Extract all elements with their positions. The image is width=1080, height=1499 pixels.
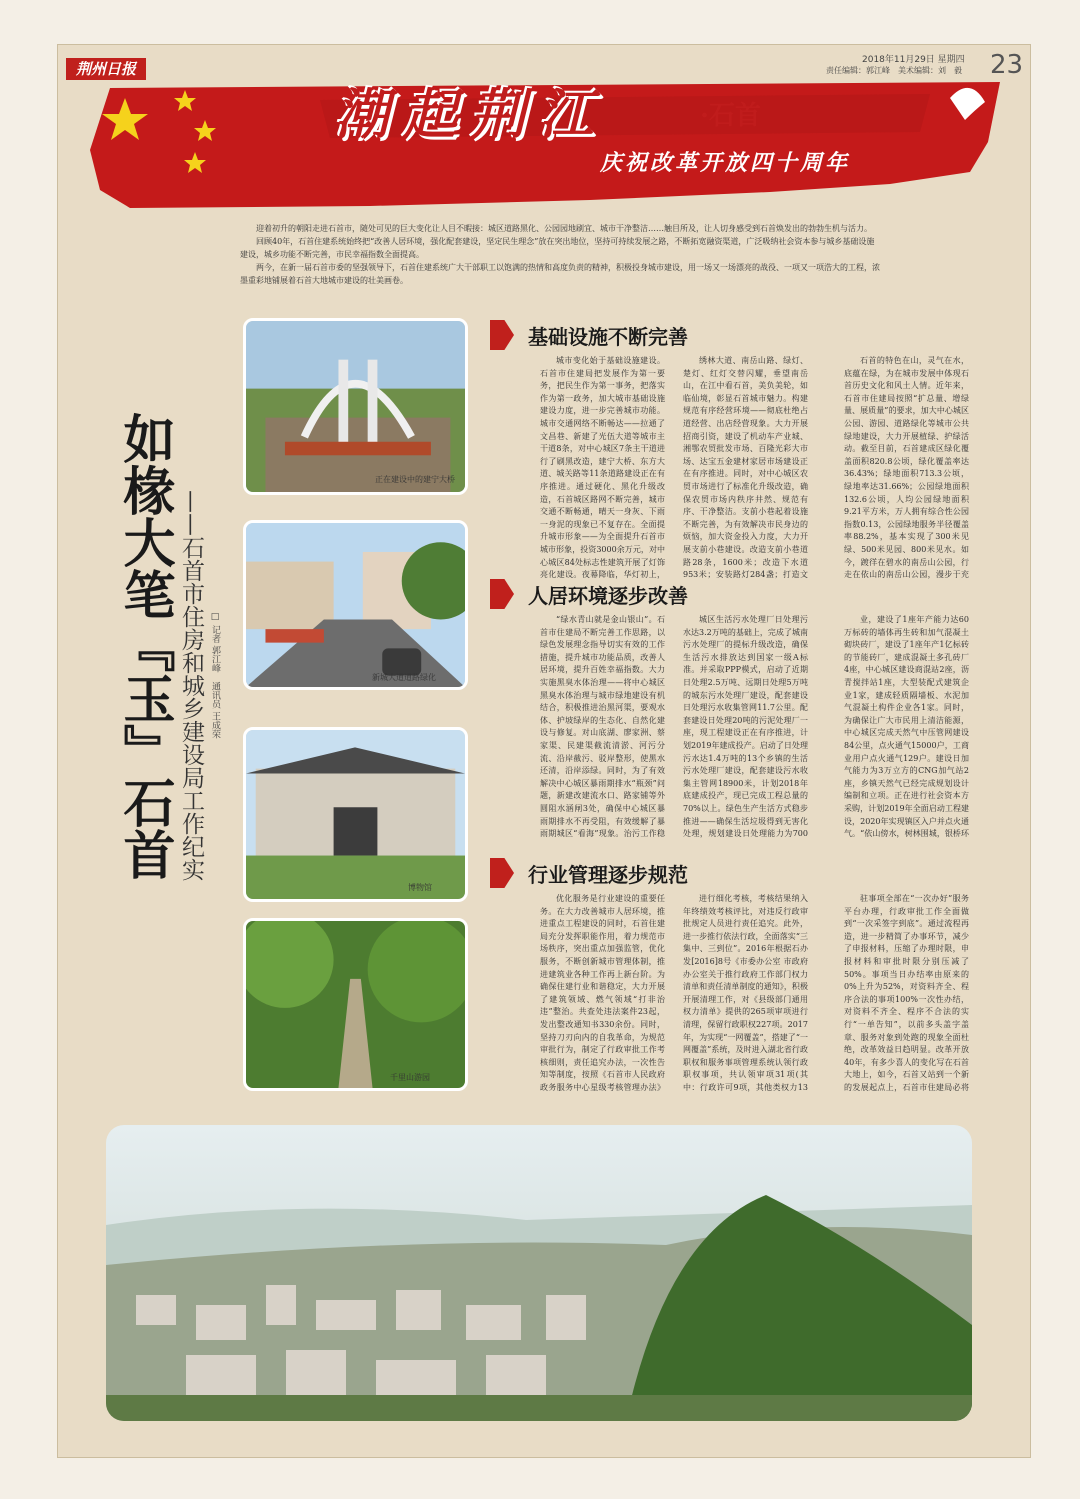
photo-caption: 正在建设中的建宁大桥 [375,475,455,484]
photo-caption: 博物馆 [408,883,432,892]
article-byline: □ 记者 郭江峰 通讯员 王成荣 [210,612,220,739]
column-text: 优化服务是行业建设的重要任务。在大力改善城市人居环境，推进重点工程建设的同时，石首住建局充分发挥职能作用，着力规范市场秩序，突出重点加强监管，优化服务，不断创新城市管理体制，推进建筑业各种工作再上新台阶。为确保住建行业和谐稳定，大力开展了建筑领域、燃气领域“打非治违”整治。共查处违法案件23起，发出整改通知书330余份。同时，坚持刀刃向内的自我革命，为规范审批行为，制定了行政审批工作考核细则，责任追究办法，一次性告知等制度，按照《石首市人民政府政务服务中心星级考核管理办法》 [540,894,665,1092]
road-greening-photo [243,520,468,690]
newspaper-logo: 荆州日报 [66,58,146,80]
section-marker-icon [490,579,514,609]
page-number: 23 [990,50,1024,80]
column-text: 城区生活污水处理厂日处理污水达3.2万吨的基础上，完成了城南污水处理厂的提标升级改造，确保生活污水排放达到国家一级A标准。并采取PPP模式，启动了近期日处理2.5万吨、远期日处理5万吨的城东污水处理厂建设，配套建设日处理污水收集管网11.7公里。配套建设日处理20吨的污泥处理厂一座，现工程建设正在有序推进，计划2019年建成投产。启动了日处理污水达1.4万吨的13个乡镇的生活污水处理厂建设，配套建设污水收集主管网18900米，计划2018年底建成投产，现已完成工程总量的70%以上。绿色生产生活方式稳步推进——确保生活垃圾得到无害化处理，规划建设日处理能力为700 [683,615,808,839]
editor-credits: 责任编辑：郭江峰 美术编辑：刘 毅 [826,66,962,75]
column-text: 石首的特色在山，灵气在水，底蕴在绿，为在城市发展中体现石首历史文化和风土人情。近年来，石首市住建局按照“扩总量、增绿量、展质量”的要求，加大中心城区公园、游园、道路绿化等城市公共绿地建设，大力开展植绿、护绿活动。截至目前，石首建成区绿化覆盖面积820.8公顷，绿化覆盖率达36.43%；绿地面积713.3公顷，绿地率达31.66%；公园绿地面积132.6公顷，人均公园绿地面积9.21平方米，万人拥有综合性公园指数0.13，公园绿地服务半径覆盖率88.2%，基本实现了300米见绿、500米见园、800米见水。如今，踱徉在碧水的南岳山公园，行走在依山的南岳山公园，漫步于充 [844,356,969,580]
article-headline: 如椽大笔『玉』石首 [114,412,174,880]
banner-tagline: 庆祝改革开放四十周年 [600,150,851,176]
section-title: 行业管理逐步规范 [528,862,688,887]
section-heading [490,854,688,892]
text-column [844,614,969,842]
column-text: 进行细化考核，考核结果纳入年终绩效考核评比，对违反行政审批规定人员进行责任追究。此外，进一步推行依法行政，全面落实“三集中、三到位”。2016年根据石办发[2016]8号《市委办公室 市政府办公室关于推行政府工作部门权力清单和责任清单制度的通知》，积极开展清理工作，对《县级部门通用权力清单》提供的265项审项进行清理，保留行政职权227项。2017年，为实现“一网覆盖”，搭建了“一网覆盖”系统，及时进入湖北省行政职权和服务事项管理系统认领行政职权事项，共认领审项31项(其中：行政许可9项，其他类权力13 [683,894,808,1092]
text-column [540,614,665,842]
intro-paragraph: 两今，在新一届石首市委的坚强领导下，石首住建系统广大干部职工以饱满的热情和高度负责的精神，积极投身城市建设，用一场又一场漂亮的战役、一项又一项浩大的工程，浓墨重彩地铺展着石首大地城市建设的壮美画卷。 [240,263,880,285]
city-panorama-photo [106,1125,972,1421]
section-heading [490,575,688,613]
text-column [683,614,808,842]
text-column [844,893,969,1095]
banner-subtitle: ·石首 [700,101,762,131]
park-photo [243,918,468,1091]
photo-caption: 千里山游园 [390,1073,430,1082]
issue-date: 2018年11月29日 星期四 [862,55,965,65]
photo-caption: 新城大道道路绿化 [372,673,436,682]
museum-photo [243,727,468,902]
article-subhead: ——石首市住房和城乡建设局工作纪实 [178,490,204,881]
section-marker-icon [490,320,514,350]
text-column [540,893,665,1095]
column-text: 业，建设了1座年产能力达60万标砖的墙体再生砖和加气混凝土砌块砖厂，建设了1座年产1亿标砖的节能砖厂，建成混凝土多孔砖厂4座，中心城区建设商混站2座，沥青搅拌站1座，大型装配式建筑企业1家，建成轻质隔墙板、水泥加气混凝土构件企业各1家。同时，为确保让广大市民用上清洁能源，中心城区完成天然气中压管网建设84公里，点火通气15000户，工商业用户点火通气129户。建设日加气能力为3万立方的CNG加气站2座，乡镇天然气已经完成规划设计编制和立项。正在进行社会资本方采购，计划2019年全面启动工程建设，2020年实现镇区入户并点火通气。“依山傍水，树林围城，银桥环 [844,615,969,839]
column-text: 驻事项全部在“一次办好”服务平台办理，行政审批工作全面做到“一次采签字到底”。通过流程再造，进一步精简了办事环节，减少了申报材料，压缩了办理时限，申报材料和审批时限分别压减了50%。事项当日办结率由原来的0%上升为52%，对资料齐全、程序合法的事项100%一次性办结，对资料不齐全、程序不合法的实行“一单告知”，以前多头盖字盖章、服务对象到处跑的现象全面杜绝，改革效益日趋明显。改革开放40年，有多少喜人的变化写在石首大地上，如今，石首又站到一个新的发展起点上，石首市住建局必将 [844,894,969,1092]
intro-paragraphs [240,222,880,287]
section-title: 人居环境逐步改善 [528,583,688,608]
text-column [683,355,808,583]
section-heading [490,316,688,354]
intro-paragraph: 迎着初升的朝阳走进石首市，随处可见的巨大变化让人目不暇接：城区道路黑化、公园园地刷宜、城市干净整洁……触目所及，让人切身感受到石首焕发出的勃勃生机与活力。 [256,224,872,233]
text-column [683,893,808,1095]
section-marker-icon [490,858,514,888]
column-text: 绣林大道、南岳山路、绿灯、楚灯、红灯交替闪耀，垂望南岳山，在江中看石首，美负美轮，如临仙境，彰显石首城市魅力。构建规范有序经营环境——彻底杜绝占道经营、出店经营现象。大力开展招商引资，建设了机动车产业城、湘鄂农贸批发市场、百隆光彩大市场、达宝五金建材家居市场建设正在有序推进。同时，对中心城区农贸市场进行了标准化升级改造，确保农贸市场内秩序井然、规范有序、干净整洁。支前小巷起着设施不断完善，为有效解决市民身边的烦恼，加大资金投入力度，大力开展支前小巷建设。改造支前小巷道路28条，1600米；改造下水道953米；安装路灯284盏；打造文 [683,356,808,580]
text-column [540,355,665,583]
column-text: “绿水青山就是金山银山”。石首市住建局不断完善工作思路，以绿色发展理念指导切实有效的工作措施，提升城市功能品质，改善人居环境，提升百姓幸福指数。大力实施黑臭水体治理——将中心城区黑臭水体治理与城市绿地建设有机结合，积极推进治黑河渠，要观水体、护坡绿岸的生态化、自然化建设与修复。对山底湖、廖家洲、蔡家渠、民建渠截流清淤、河污分流、沿岸截污、驳岸整形，使黑水还清，沿岸添绿。同时，为了有效解决中心城区暴雨期排水“瓶颈”问题，新建改建流水口、路家铺等外圆阻水涵闸3处，确保中心城区暴雨期排水不再受阻，有效缓解了暴雨期城区“看海”现象。治污工作稳 [540,615,665,839]
text-column [844,355,969,583]
banner-title: 潮起荆江 [335,82,607,146]
bridge-photo [243,318,468,495]
intro-paragraph: 回顾40年，石首住建系统始终把“改善人居环境，强化配套建设，坚定民生理念”放在突出地位，坚持可持续发展之路，不断拓宽融资渠道，广泛吸纳社会资本参与城乡基础设施建设，城乡功能不断完善，市民幸福指数全面提高。 [240,237,875,259]
column-text: 城市变化始于基础设施建设。石首市住建局把发展作为第一要务，把民生作为第一事务，把落实作为第一政务，加大城市基础设施建设力度，进一步完善城市功能。城市交通网络不断畅达——拉通了文昌巷、新建了光伍大道等城市主干道8条，对中心城区7条主干道进行了刷黑改造，建宁大桥、东方大道、城关路等11条道路建设正在有序推进。通过硬化、黑化升级改造，石首城区路网不断完善，城市交通不断畅通，晴天一身灰、下雨一身泥的现象已不复存在。全面提升城市形象——为全面提升石首市城市形象，投资3000余万元，对中心城区84处标志性建筑开展了灯饰亮化建设。夜幕降临，华灯初上， [540,356,665,580]
section-title: 基础设施不断完善 [528,324,688,349]
